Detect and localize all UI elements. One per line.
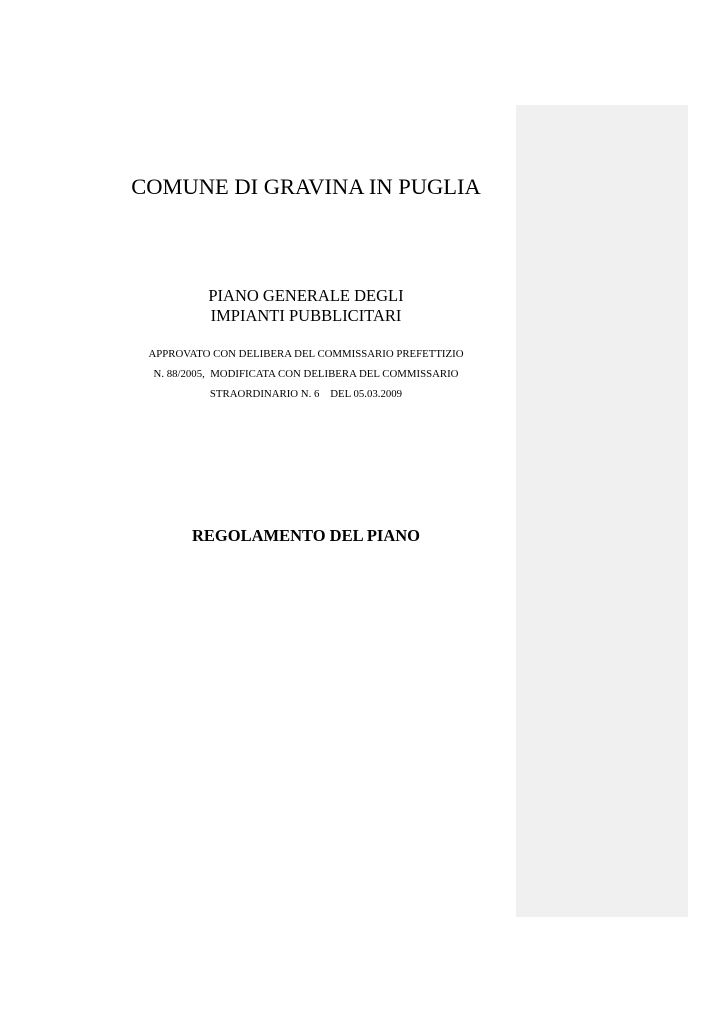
approval-line: APPROVATO CON DELIBERA DEL COMMISSARIO PREFETTIZIO (148, 348, 464, 360)
regulation-heading: REGOLAMENTO DEL PIANO (192, 526, 420, 545)
approval-note (100, 344, 512, 404)
comment-margin-panel (516, 105, 688, 917)
plan-title (100, 286, 512, 326)
municipality-title: COMUNE DI GRAVINA IN PUGLIA (131, 174, 481, 199)
approval-line: STRAORDINARIO N. 6 DEL 05.03.2009 (209, 388, 403, 400)
plan-title-line: PIANO GENERALE DEGLI (208, 286, 404, 305)
approval-line: N. 88/2005, MODIFICATA CON DELIBERA DEL COMMISSARIO (153, 368, 459, 380)
plan-title-line: IMPIANTI PUBBLICITARI (210, 306, 402, 325)
